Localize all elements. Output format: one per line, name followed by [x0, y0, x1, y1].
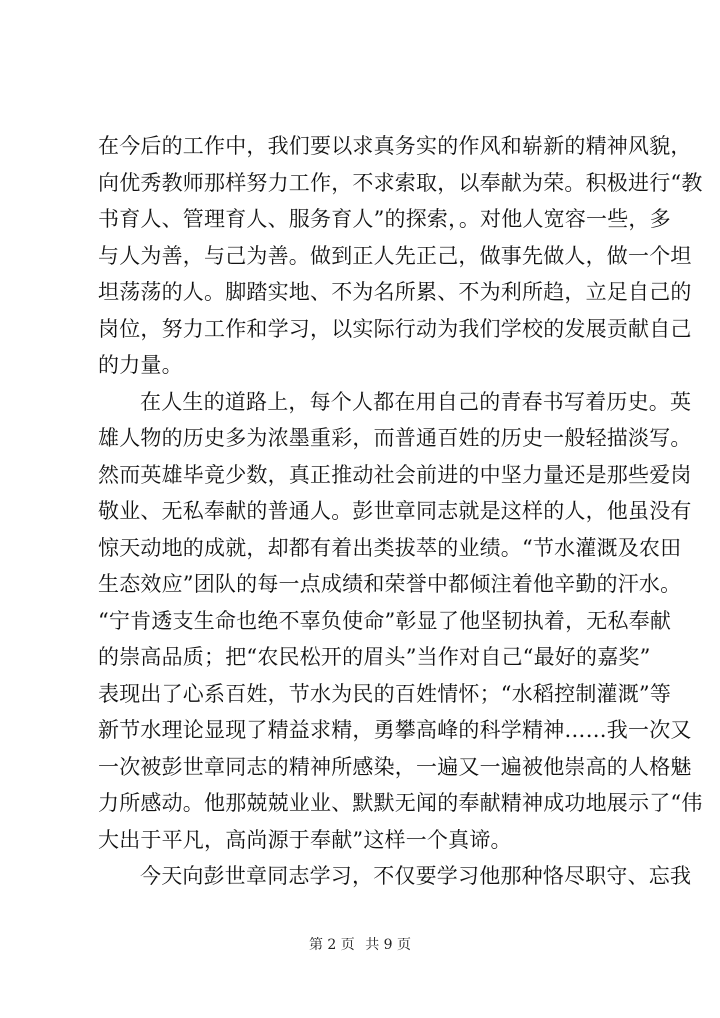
text-line: 今天向彭世章同志学习，不仅要学习他那种恪尽职守、忘我	[140, 864, 692, 888]
text-line: 大出于平凡，高尚源于奉献”这样一个真谛。	[98, 827, 512, 852]
page-total: 共 9 页	[365, 937, 412, 953]
text-line: 力所感动。他那兢兢业业、默默无闻的奉献精神成功地展示了“伟	[98, 791, 703, 815]
text-line: 在今后的工作中，我们要以求真务实的作风和崭新的精神风貌，	[98, 134, 692, 158]
document-body	[98, 128, 703, 895]
text-line: 在人生的道路上，每个人都在用自己的青春书写着历史。英	[140, 389, 692, 414]
text-line: 然而英雄毕竟少数，真正推动社会前进的中坚力量还是那些爱岗	[98, 462, 692, 487]
page-footer	[0, 934, 720, 954]
text-line: 与人为善，与己为善。做到正人先正己，做事先做人，做一个坦	[98, 243, 692, 268]
text-line: “宁肯透支生命也绝不辜负使命”彰显了他坚韧执着，无私奉献	[98, 608, 672, 633]
text-line: 生态效应”团队的每一点成绩和荣誉中都倾注着他辛勤的汗水。	[98, 572, 682, 596]
text-line: 岗位，努力工作和学习，以实际行动为我们学校的发展贡献自己	[98, 316, 692, 341]
text-line: 向优秀教师那样努力工作，不求索取，以奉献为荣。积极进行“教	[98, 170, 703, 195]
text-line: 的力量。	[98, 353, 183, 377]
page-number: 第 2 页	[308, 937, 355, 953]
text-line: 表现出了心系百姓，节水为民的百姓情怀；“水稻控制灌溉”等	[98, 681, 672, 706]
text-line: 新节水理论显现了精益求精，勇攀高峰的科学精神……我一次又	[98, 718, 692, 742]
text-line: 坦荡荡的人。脚踏实地、不为名所累、不为利所趋，立足自己的	[98, 280, 692, 304]
text-line: 的崇高品质；把“农民松开的眉头”当作对自己“最好的嘉奖”	[98, 645, 651, 669]
text-line: 书育人、管理育人、服务育人”的探索，。对他人宽容一些，多	[98, 207, 671, 231]
text-line: 惊天动地的成就，却都有着出类拔萃的业绩。“节水灌溉及农田	[98, 535, 682, 560]
text-line: 敬业、无私奉献的普通人。彭世章同志就是这样的人，他虽没有	[98, 499, 692, 523]
text-line: 雄人物的历史多为浓墨重彩，而普通百姓的历史一般轻描淡写。	[98, 426, 692, 450]
text-line: 一次被彭世章同志的精神所感染，一遍又一遍被他崇高的人格魅	[98, 754, 692, 779]
